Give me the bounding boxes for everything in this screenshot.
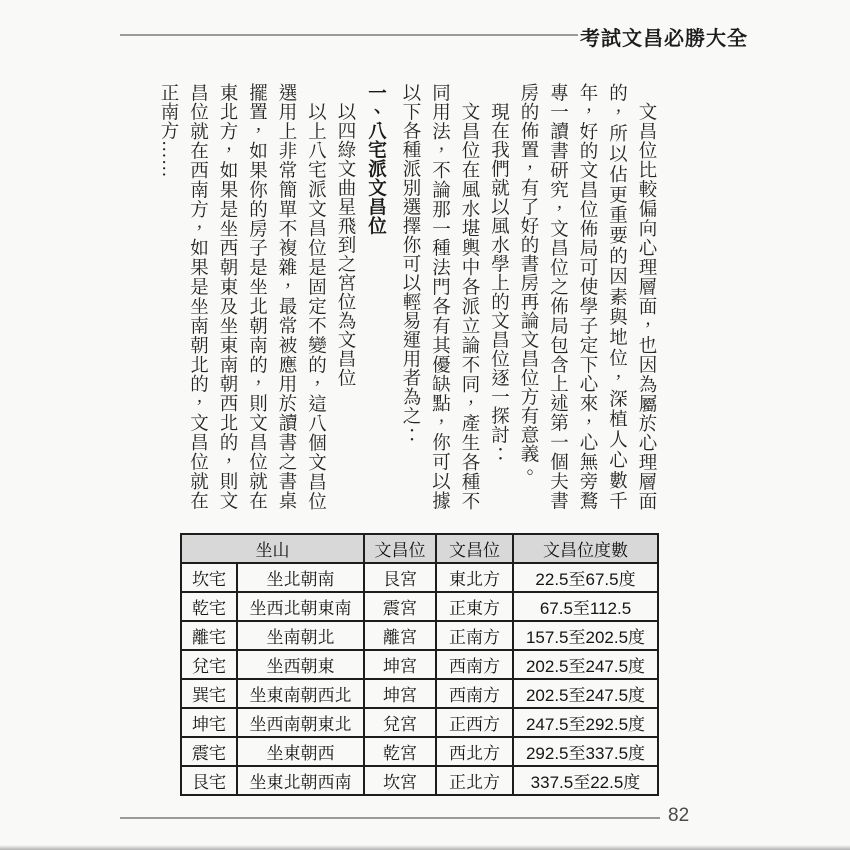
header-wenchang-direction: 文昌位 <box>436 534 513 563</box>
cell-direction: 西南方 <box>436 650 513 679</box>
cell-orientation: 坐東朝西 <box>237 737 364 766</box>
cell-palace: 坤宮 <box>364 679 436 708</box>
cell-orientation: 坐西南朝東北 <box>237 708 364 737</box>
cell-house-type: 離宅 <box>181 621 237 650</box>
cell-degrees: 247.5至292.5度 <box>513 708 658 737</box>
cell-orientation: 坐西北朝東南 <box>237 592 364 621</box>
cell-degrees: 202.5至247.5度 <box>513 679 658 708</box>
cell-direction: 東北方 <box>436 563 513 592</box>
cell-palace: 乾宮 <box>364 737 436 766</box>
cell-house-type: 乾宅 <box>181 592 237 621</box>
cell-direction: 西北方 <box>436 737 513 766</box>
cell-palace: 坤宮 <box>364 650 436 679</box>
cell-house-type: 兌宅 <box>181 650 237 679</box>
header-wenchang-degrees: 文昌位度數 <box>513 534 658 563</box>
cell-direction: 正南方 <box>436 621 513 650</box>
cell-orientation: 坐西朝東 <box>237 650 364 679</box>
section-heading: 一、八宅派文昌位 <box>366 83 388 235</box>
table-head <box>181 534 658 563</box>
cell-orientation: 坐南朝北 <box>237 621 364 650</box>
table-row <box>181 679 658 708</box>
cell-direction: 西南方 <box>436 679 513 708</box>
cell-palace: 離宮 <box>364 621 436 650</box>
paragraph-1: 文昌位比較偏向心理層面，也因為屬於心理層面的，所以佔更重要的因素與地位，深植人心數千年，好的文昌位佈局可使學子定下心來，心無旁鶩專一讀書研究，文昌位之佈局包含上述第一個夫書房的佈置，有了好的書房再論文昌位方有意義。 <box>518 83 656 510</box>
table-row <box>181 766 658 795</box>
table-body <box>181 563 658 795</box>
cell-house-type: 坤宅 <box>181 708 237 737</box>
cell-house-type: 坎宅 <box>181 563 237 592</box>
cell-house-type: 震宅 <box>181 737 237 766</box>
book-title: 考試文昌必勝大全 <box>580 28 748 50</box>
cell-degrees: 202.5至247.5度 <box>513 650 658 679</box>
table-row <box>181 592 658 621</box>
cell-degrees: 22.5至67.5度 <box>513 563 658 592</box>
wenchang-table <box>180 533 659 796</box>
paragraph-4: 以四綠文曲星飛到之宮位為文昌位 <box>335 101 355 387</box>
table-row <box>181 621 658 650</box>
cell-direction: 正東方 <box>436 592 513 621</box>
cell-degrees: 67.5至112.5 <box>513 592 658 621</box>
table-header-row <box>181 534 658 563</box>
table-row <box>181 708 658 737</box>
cell-palace: 兌宮 <box>364 708 436 737</box>
cell-orientation: 坐東北朝西南 <box>237 766 364 795</box>
header-rule <box>120 34 578 36</box>
page-edge-shadow <box>0 845 850 850</box>
paragraph-5: 以上八宅派文昌位是固定不變的，這八個文昌位選用上非常簡單不複雜，最常被應用於讀書之書桌擺置，如果你的房子是坐北朝南的，則文昌位就在東北方，如果是坐西朝東及坐東南朝西北的，則文昌位就在西南方，如果是坐南朝北的，文昌位就在正南方…… <box>158 83 326 510</box>
cell-palace: 震宮 <box>364 592 436 621</box>
cell-palace: 艮宮 <box>364 563 436 592</box>
header-wenchang-palace: 文昌位 <box>364 534 436 563</box>
body-text <box>158 83 660 510</box>
table-row <box>181 737 658 766</box>
footer-rule <box>120 817 660 819</box>
paragraph-3: 文昌位在風水堪輿中各派立論不同，產生各種不同用法，不論那一種法門各有其優缺點，你可以據以下各種派別選擇你可以輕易運用者為之： <box>400 83 479 510</box>
cell-house-type: 巽宅 <box>181 679 237 708</box>
cell-degrees: 292.5至337.5度 <box>513 737 658 766</box>
cell-house-type: 艮宅 <box>181 766 237 795</box>
cell-orientation: 坐北朝南 <box>237 563 364 592</box>
table-row <box>181 650 658 679</box>
table-row <box>181 563 658 592</box>
cell-degrees: 157.5至202.5度 <box>513 621 658 650</box>
cell-orientation: 坐東南朝西北 <box>237 679 364 708</box>
cell-direction: 正西方 <box>436 708 513 737</box>
paragraph-2: 現在我們就以風水學上的文昌位逐一探討： <box>488 101 509 463</box>
page-number: 82 <box>668 805 690 826</box>
cell-degrees: 337.5至22.5度 <box>513 766 658 795</box>
cell-direction: 正北方 <box>436 766 513 795</box>
header-sitting-mountain: 坐山 <box>181 534 364 563</box>
cell-palace: 坎宮 <box>364 766 436 795</box>
